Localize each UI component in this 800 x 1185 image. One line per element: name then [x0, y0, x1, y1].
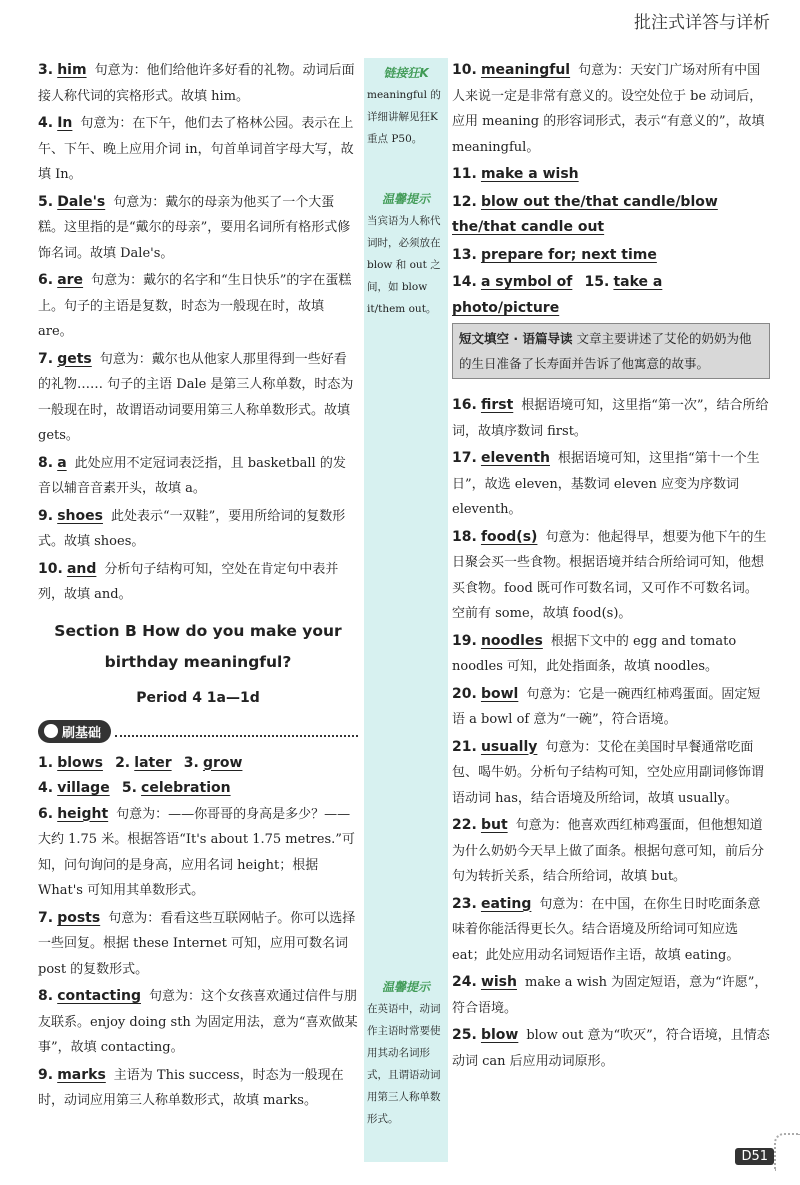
answer-explanation: 句意为：天安门广场对所有中国人来说一定是非常有意义的。设空处位于 be 动词后，应用 meaning 的形容词形式，表示“有意义的”，故填 meaningful。	[452, 63, 765, 155]
answer-item	[38, 504, 358, 555]
answer-item	[452, 892, 770, 969]
tip-title: 温馨提示	[381, 192, 430, 206]
short-answer-row-1	[38, 751, 358, 777]
answer-word: Dale's	[57, 193, 106, 210]
answer-number: 7.	[38, 909, 54, 926]
answer-list-d	[452, 393, 770, 1074]
answer-list-b	[38, 802, 358, 1114]
answer-word: usually	[480, 738, 538, 755]
answer-explanation: 句意为：在中国，在你生日时吃面条意味着你能活得更长久。结合语境及所给词可知应选 eat；此处应用动名词短语作主语，故填 eating。	[452, 896, 761, 963]
left-column	[38, 58, 358, 1116]
answer-number: 5.	[38, 193, 54, 210]
answer-item	[452, 243, 770, 269]
section-title-line2: birthday meaningful?	[104, 652, 292, 671]
answer-word: and	[66, 560, 97, 577]
answer-number: 13.	[452, 246, 477, 263]
answer-number: 21.	[452, 738, 477, 755]
answer-number: 18.	[452, 528, 477, 545]
answer-word: noodles	[480, 632, 543, 649]
answer-word: shoes	[57, 507, 103, 524]
answer-item	[452, 58, 770, 160]
answer-item	[452, 629, 770, 680]
answer-word: him	[57, 62, 87, 78]
answer-explanation: 句意为：他起得早，想要为他下午的生日聚会买一些食物。根据语境并结合所给词可知，他想买食物。food 既可作可数名词，又可作不可数名词。空前有 some，故填 food(s)。	[452, 529, 767, 621]
answer-word: a symbol of	[480, 274, 573, 290]
answer-explanation: 句意为：戴尔也从他家人那里得到一些好看的礼物…… 句子的主语 Dale 是第三人称单数，时态为一般现在时，故谓语动词要用第三人称单数形式。故填 gets。	[38, 351, 354, 443]
answer-explanation: 根据下文中的 egg and tomato noodles 可知，此处指面条，故填 noodles。	[452, 633, 737, 674]
answer-list-a	[38, 58, 358, 608]
tip-box-3	[364, 976, 448, 1130]
answer-number: 5.	[121, 780, 137, 796]
answer-number: 11.	[452, 166, 477, 182]
answer-number: 22.	[452, 817, 477, 833]
answer-item	[38, 451, 358, 502]
answer-item	[452, 970, 770, 1021]
answer-item	[38, 906, 358, 983]
answer-explanation: 句意为：他喜欢西红柿鸡蛋面，但他想知道为什么奶奶今天早上做了面条。根据句意可知，前后分句为转折关系，结合所给词，故填 but。	[452, 818, 765, 884]
answer-number: 24.	[452, 974, 477, 990]
answer-row-14-15	[452, 270, 770, 321]
basic-practice-header	[38, 720, 358, 743]
answer-item	[38, 1063, 358, 1114]
tip-title: 链接狂K	[383, 66, 429, 80]
answer-number: 7.	[38, 350, 54, 367]
answer-number: 4.	[38, 780, 54, 796]
answer-item	[452, 190, 770, 241]
answer-item	[452, 525, 770, 627]
answer-number: 25.	[452, 1027, 477, 1043]
answer-item	[38, 347, 358, 449]
tip-box-2	[364, 188, 448, 320]
answer-number: 6.	[38, 272, 54, 288]
answer-explanation: 根据语境可知，这里指“第一次”，结合所给词，故填序数词 first。	[452, 398, 769, 439]
badge-label: 刷基础	[62, 725, 102, 741]
answer-explanation: 句意为：这个女孩喜欢通过信件与朋友联系。enjoy doing sth 为固定用法，意为“喜欢做某事”，故填 contacting。	[38, 989, 358, 1055]
answer-number: 14.	[452, 274, 477, 290]
answer-number: 12.	[452, 193, 477, 210]
answer-word: blow out the/that candle/blow the/that candle out	[452, 193, 718, 235]
answer-number: 19.	[452, 632, 477, 649]
answer-item	[38, 802, 358, 904]
answer-word: make a wish	[480, 166, 579, 182]
answer-item	[38, 984, 358, 1061]
section-title-line1: Section B How do you make your	[54, 621, 342, 640]
summary-text: 文章主要讲述了艾伦的奶奶为他的生日准备了长寿面并告诉了他寓意的故事。	[459, 331, 752, 371]
answer-explanation: 分析句子结构可知，空处在肯定句中表并列，故填 and。	[38, 561, 339, 602]
answer-list-c	[452, 58, 770, 268]
answer-number: 3.	[183, 754, 199, 771]
answer-number: 9.	[38, 507, 54, 524]
answer-word: height	[57, 805, 109, 822]
answer-explanation: 句意为：戴尔的名字和“生日快乐”的字在蛋糕上。句子的主语是复数，时态为一般现在时，故填 are。	[38, 273, 352, 339]
answer-item	[38, 58, 358, 109]
answer-word: take a photo/picture	[452, 274, 663, 316]
answer-explanation: 此处表示“一双鞋”，要用所给词的复数形式。故填 shoes。	[38, 508, 346, 549]
passage-summary-box	[452, 323, 770, 379]
right-column	[452, 58, 770, 1076]
tip-body: 在英语中，动词作主语时常要使用其动名词形式，且谓语动词用第三人称单数形式。	[367, 1003, 441, 1125]
period-title: Period 4 1a—1d	[136, 689, 260, 706]
tip-body: 当宾语为人称代词时，必须放在 blow 和 out 之间，如 blow it/them out。	[367, 215, 441, 315]
answer-explanation: blow out 意为“吹灭”，符合语境，且情态动词 can 后应用动词原形。	[452, 1028, 770, 1069]
tip-body: meaningful 的详细讲解见狂K 重点 P50。	[367, 89, 441, 145]
answer-word: contacting	[57, 988, 142, 1004]
answer-item	[452, 162, 770, 188]
answer-number: 4.	[38, 115, 54, 131]
answer-number: 3.	[38, 62, 54, 78]
answer-word: grow	[202, 754, 243, 771]
answer-item	[452, 682, 770, 733]
answer-number: 20.	[452, 685, 477, 702]
answer-number: 8.	[38, 988, 54, 1004]
short-answer-row-2	[38, 776, 358, 802]
answer-word: In	[57, 115, 73, 131]
answer-word: blow	[480, 1027, 519, 1043]
answer-explanation: 句意为：它是一碗西红柿鸡蛋面。固定短语 a bowl of 意为“一碗”，符合语境。	[452, 686, 761, 727]
answer-word: a	[57, 454, 67, 471]
answer-word: gets	[57, 350, 92, 367]
answer-item	[452, 1023, 770, 1074]
answer-word: later	[134, 754, 172, 771]
answer-word: eleventh	[480, 450, 550, 466]
answer-explanation: 根据语境可知，这里指“第十一个生日”，故选 eleven，基数词 eleven 应变为序数词 eleventh。	[452, 451, 760, 517]
answer-explanation: 主语为 This success，时态为一般现在时，动词应用第三人称单数形式，故填 marks。	[38, 1067, 344, 1108]
tip-title: 温馨提示	[381, 980, 430, 994]
summary-label: 短文填空 · 语篇导读	[459, 331, 573, 346]
answer-number: 15.	[584, 274, 610, 290]
answer-number: 23.	[452, 895, 477, 912]
answer-item	[38, 268, 358, 345]
answer-explanation: 句意为：戴尔的母亲为他买了一个大蛋糕。这里指的是“戴尔的母亲”，要用名词所有格形式修饰名词。故填 Dale's。	[38, 194, 351, 261]
answer-number: 9.	[38, 1066, 54, 1083]
answer-word: marks	[57, 1066, 106, 1083]
answer-number: 17.	[452, 450, 477, 466]
answer-explanation: 句意为：看看这些互联网帖子。你可以选择一些回复。根据 these Internet 可知，应用可数名词 post 的复数形式。	[38, 910, 356, 977]
basic-practice-badge	[38, 720, 111, 743]
page-header: 批注式详答与详析	[634, 13, 770, 33]
answer-number: 10.	[452, 62, 477, 78]
answer-item	[38, 190, 358, 267]
answer-explanation: 句意为：——你哥哥的身高是多少？——大约 1.75 米。根据答语“It's about 1.75 metres.”可知，问句询问的是身高，应用名词 height；根据 What's 可知用其单数形式。	[38, 806, 355, 898]
answer-word: bowl	[480, 685, 519, 702]
answer-word: village	[57, 780, 110, 796]
answer-item	[452, 813, 770, 890]
answer-word: posts	[57, 909, 101, 926]
answer-explanation: 句意为：艾伦在美国时早餐通常吃面包、喝牛奶。分析句子结构可知，空处应用副词修饰谓语动词 has，结合语境及所给词，故填 usually。	[452, 739, 765, 806]
answer-explanation: make a wish 为固定短语，意为“许愿”，符合语境。	[452, 975, 768, 1016]
page-corner-dots	[774, 1133, 800, 1171]
answer-word: but	[480, 817, 508, 833]
answer-word: celebration	[141, 780, 231, 796]
answer-number: 16.	[452, 397, 477, 413]
dotted-divider	[115, 725, 358, 737]
page-number: D51	[735, 1148, 774, 1165]
answer-explanation: 此处应用不定冠词表泛指，且 basketball 的发音以辅音音素开头，故填 a。	[38, 455, 346, 496]
answer-number: 6.	[38, 805, 54, 822]
answer-word: blows	[57, 754, 103, 771]
answer-number: 2.	[115, 754, 131, 771]
margin-tips-strip	[364, 58, 448, 1162]
answer-word: prepare for; next time	[480, 246, 657, 263]
answer-word: meaningful	[480, 62, 571, 78]
answer-item	[452, 735, 770, 812]
answer-word: eating	[480, 895, 532, 912]
answer-item	[38, 111, 358, 188]
answer-word: are	[57, 272, 84, 288]
answer-word: first	[480, 397, 514, 413]
answer-number: 1.	[38, 754, 54, 771]
brush-icon	[44, 724, 58, 738]
answer-explanation: 句意为：在下午，他们去了格林公园。表示在上午、下午、晚上应用介词 in，句首单词首字母大写，故填 In。	[38, 116, 354, 182]
answer-number: 10.	[38, 560, 63, 577]
answer-word: wish	[480, 974, 517, 990]
answer-item	[38, 557, 358, 608]
answer-item	[452, 393, 770, 444]
answer-explanation: 句意为：他们给他许多好看的礼物。动词后面接人称代词的宾格形式。故填 him。	[38, 63, 355, 104]
tip-box-1	[364, 62, 448, 150]
answer-number: 8.	[38, 454, 54, 471]
answer-word: food(s)	[480, 528, 538, 545]
answer-item	[452, 446, 770, 523]
